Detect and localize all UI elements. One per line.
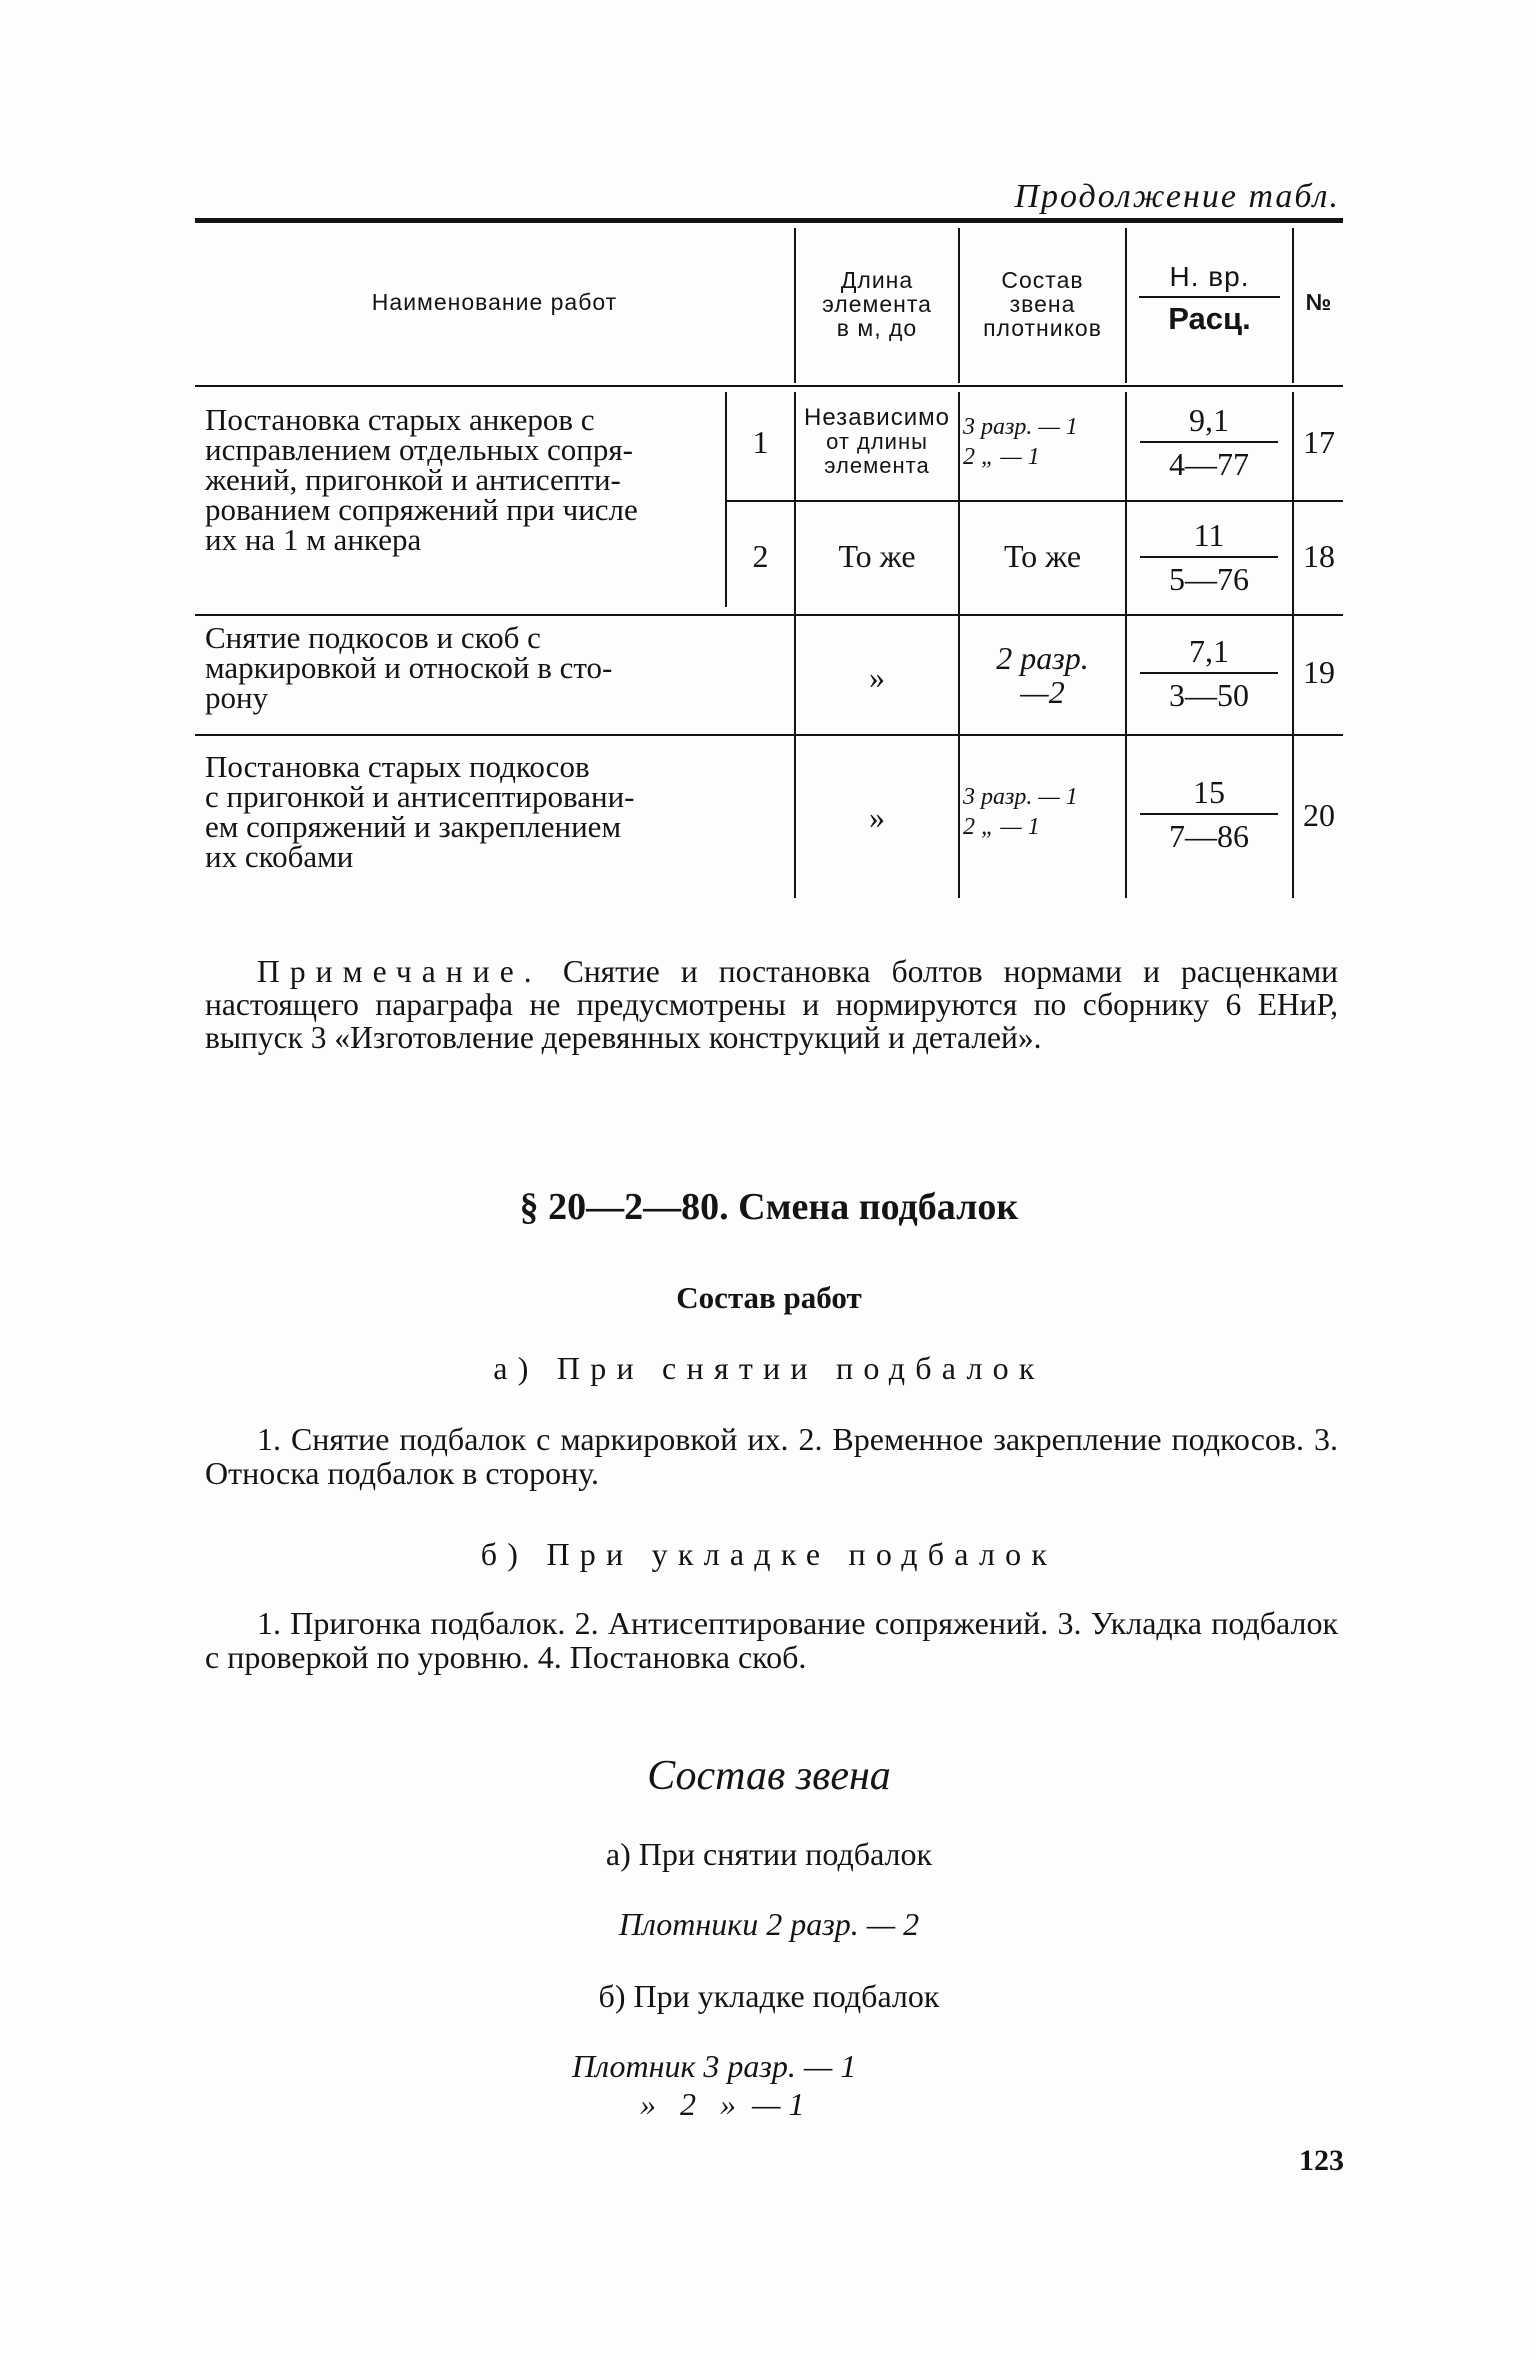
crew-line-a: Плотники 2 разр. — 2 — [618, 1906, 920, 1942]
continuation-label: Продолжение табл. — [1014, 178, 1340, 215]
note-text: Снятие и постановка болтов нормами и расценками настоящего параграфа не предусмотрены и нормируются по сборнику 6 ЕНиР, выпуск 3 «Изготовление деревянных конструкций и деталей». — [205, 954, 1338, 1055]
table-top-rule — [195, 218, 1343, 223]
row-rule — [727, 500, 1343, 502]
subsection-b: б) При укладке подбалок — [480, 1536, 1058, 1572]
row3-length: » — [869, 659, 885, 695]
crew-subsection-a: а) При снятии подбалок — [605, 1836, 933, 1872]
row1-sub: 1 — [752, 424, 769, 460]
row2-crew: То же — [1003, 538, 1082, 574]
section-title: § 20—2—80. Смена подбалок — [519, 1186, 1019, 1228]
row1-number: 17 — [1303, 424, 1335, 460]
note-label: Примечание. — [257, 954, 542, 989]
row-name-group1: Постановка старых анкеров с исправлением отдельных сопря- жений, пригонкой и антисепти- рованием сопряжений при числе их на 1 м анкера — [205, 402, 638, 557]
subsection-a: а) При снятии подбалок — [493, 1350, 1045, 1386]
work-heading: Состав работ — [676, 1280, 862, 1315]
row3-name: Снятие подкосов и скоб с маркировкой и отноской в сто- рону — [205, 620, 613, 715]
table-note — [205, 955, 1338, 1054]
header-bottom-rule — [195, 385, 1343, 387]
col-divider — [1125, 392, 1127, 898]
work-text-a: 1. Снятие подбалок с маркировкой их. 2. Временное закрепление подкосов. 3. Относка подбалок в сторону. — [205, 1421, 1338, 1491]
page-number: 123 — [1299, 2144, 1344, 2177]
row-rule — [195, 734, 1343, 736]
crew-heading: Состав звена — [647, 1753, 891, 1799]
row1-norm: 9,1 4—77 — [1140, 403, 1278, 481]
header-length: Длина элемента в м, до — [822, 267, 932, 341]
row3-crew: 2 разр. —2 — [996, 640, 1089, 710]
crew-line-b1: Плотник 3 разр. — 1 — [572, 2048, 857, 2084]
header-number: № — [1305, 289, 1333, 315]
header-norm: Н. вр. Расц. — [1127, 262, 1292, 336]
row2-norm: 11 5—76 — [1140, 518, 1278, 596]
crew-subsection-b: б) При укладке подбалок — [598, 1978, 940, 2014]
row1-length: Независимо от длины элемента — [804, 404, 950, 478]
header-name: Наименование работ — [371, 289, 618, 315]
row-rule — [195, 614, 1343, 616]
row2-length: То же — [838, 538, 916, 574]
row1-crew: 3 разр. — 1 2 „ — 1 — [963, 414, 1078, 470]
row4-name: Постановка старых подкосов с пригонкой и антисептировани- ем сопряжений и закреплением их скобами — [205, 749, 635, 874]
row3-number: 19 — [1303, 654, 1335, 690]
row4-number: 20 — [1303, 797, 1335, 833]
row3-norm: 7,1 3—50 — [1140, 634, 1278, 712]
row4-norm: 15 7—86 — [1140, 775, 1278, 853]
row4-crew: 3 разр. — 1 2 „ — 1 — [963, 784, 1078, 840]
header-crew: Состав звена плотников — [983, 267, 1102, 341]
row4-length: » — [869, 799, 885, 835]
crew-line-b2: » 2 » — 1 — [640, 2086, 805, 2122]
work-text-b: 1. Пригонка подбалок. 2. Антисептирование сопряжений. 3. Укладка подбалок с проверкой по уровню. 4. Постановка скоб. — [205, 1605, 1338, 1675]
row2-number: 18 — [1303, 538, 1335, 574]
row2-sub: 2 — [752, 538, 769, 574]
